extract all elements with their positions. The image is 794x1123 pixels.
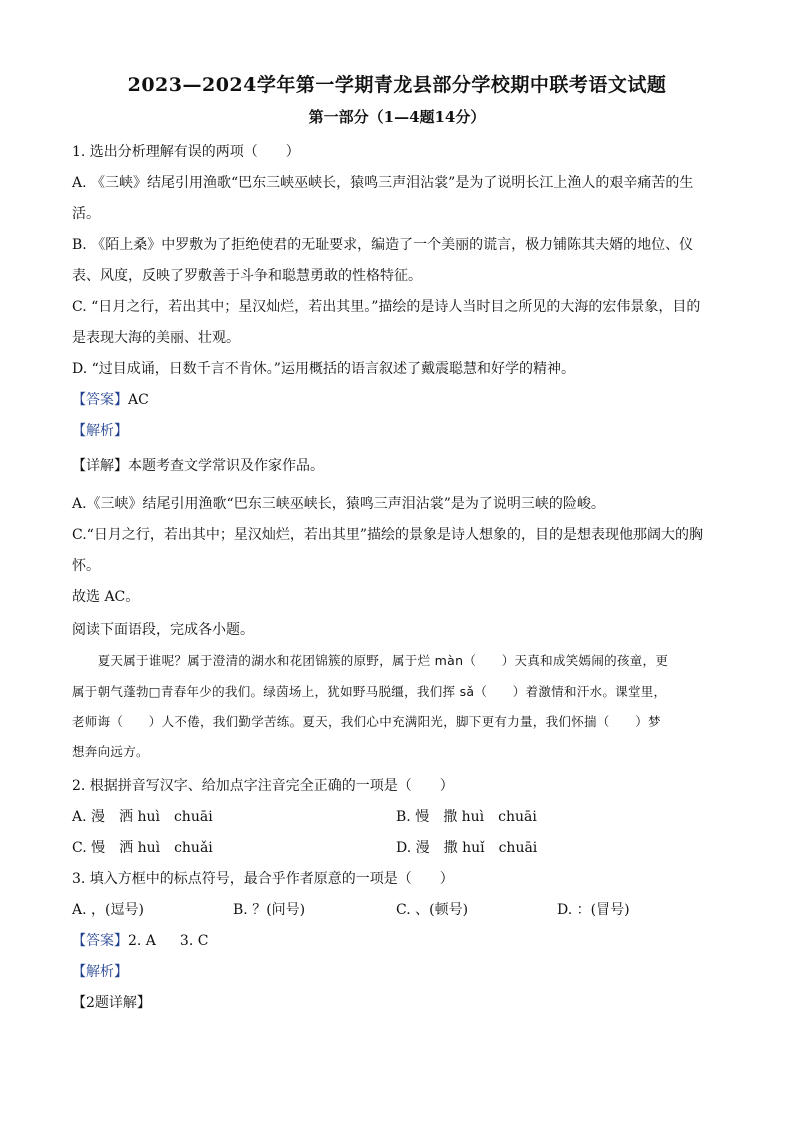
analysis-heading-1: 【解析】: [72, 423, 128, 439]
q1-option-b-line2: 表、风度，反映了罗敷善于斗争和聪慧勇敢的性格特征。: [72, 268, 422, 284]
page-title: 2023—2024学年第一学期青龙县部分学校期中联考语文试题: [127, 74, 667, 96]
question-2-stem: 2. 根据拼音写汉字、给加点字注音完全正确的一项是（ ）: [72, 778, 454, 794]
answer-value-3: 3. C: [179, 933, 209, 949]
answer-value-2: 2. A: [128, 933, 156, 949]
passage-line-4: 想奔向远方。: [72, 744, 149, 759]
answer-value: AC: [128, 392, 149, 408]
q2-option-b: B. 慢 撒 huì chuāi: [396, 809, 537, 825]
q1-option-d: D. “过目成诵，日数千言不肯休。”运用概括的语言叙述了戴震聪慧和好学的精神。: [72, 361, 575, 377]
passage-line-1: 夏天属于谁呢？属于澄清的湖水和花团锦簇的原野，属于烂 màn（ ）天真和成笑嫣闹的孩童，更: [72, 653, 669, 668]
q3-option-c: C. 、(顿号): [396, 902, 469, 918]
detail-1-conclusion: 故选 AC。: [72, 589, 140, 605]
question-1-stem: 1. 选出分析理解有误的两项（ ）: [72, 144, 300, 160]
detail-tag: 【详解】: [72, 458, 128, 474]
detail-text: 本题考查文学常识及作家作品。: [128, 458, 324, 474]
q3-option-d: D. ：(冒号): [557, 902, 630, 918]
analysis-heading-2: 【解析】: [72, 964, 128, 980]
q1-option-a-line2: 活。: [72, 206, 100, 222]
detail-1-a: A.《三峡》结尾引用渔歌“巴东三峡巫峡长，猿鸣三声泪沾裳”是为了说明三峡的险峻。: [72, 496, 605, 512]
q1-option-b-line1: B. 《陌上桑》中罗敷为了拒绝使君的无耻要求，编造了一个美丽的谎言，极力铺陈其夫婿的地位、仪: [72, 237, 694, 253]
q2-option-a: A. 漫 洒 huì chuāi: [72, 809, 213, 825]
answer-2-3: [72, 930, 208, 950]
detail-1: [72, 455, 324, 475]
passage-line-3: 老师诲（ ）人不倦，我们勤学苦练。夏天，我们心中充满阳光，脚下更有力量，我们怀揣（ ）梦: [72, 714, 661, 729]
detail-2-heading: 【2题详解】: [72, 995, 151, 1011]
answer-tag: 【答案】: [72, 933, 128, 949]
detail-1-c-line2: 怀。: [72, 558, 100, 574]
question-3-stem: 3. 填入方框中的标点符号，最合乎作者原意的一项是（ ）: [72, 871, 454, 887]
passage-line-2: 属于朝气蓬勃□青春年少的我们。绿茵场上，犹如野马脱缰，我们挥 sǎ（ ）着激情和汗水。课堂里，: [72, 684, 667, 699]
detail-1-c-line1: C.“日月之行，若出其中；星汉灿烂，若出其里”描绘的景象是诗人想象的，目的是想表现他那阔大的胸: [72, 527, 703, 543]
q3-option-a: A. ，(逗号): [72, 902, 144, 918]
section-heading: 第一部分（1—4题14分）: [308, 108, 486, 126]
q2-option-c: C. 慢 洒 huì chuǎi: [72, 840, 213, 856]
q1-option-c-line2: 是表现大海的美丽、壮观。: [72, 330, 240, 346]
answer-tag: 【答案】: [72, 392, 128, 408]
q1-option-c-line1: C. “日月之行，若出其中；星汉灿烂，若出其里。”描绘的是诗人当时目之所见的大海的宏伟景象，目的: [72, 299, 701, 315]
q3-option-b: B. ？(问号): [233, 902, 306, 918]
answer-1: [72, 389, 149, 409]
q1-option-a-line1: A. 《三峡》结尾引用渔歌“巴东三峡巫峡长，猿鸣三声泪沾裳”是为了说明长江上渔人的艰辛痛苦的生: [72, 175, 694, 191]
q2-option-d: D. 漫 撒 huǐ chuāi: [396, 840, 538, 856]
reading-instruction: 阅读下面语段，完成各小题。: [72, 622, 254, 638]
